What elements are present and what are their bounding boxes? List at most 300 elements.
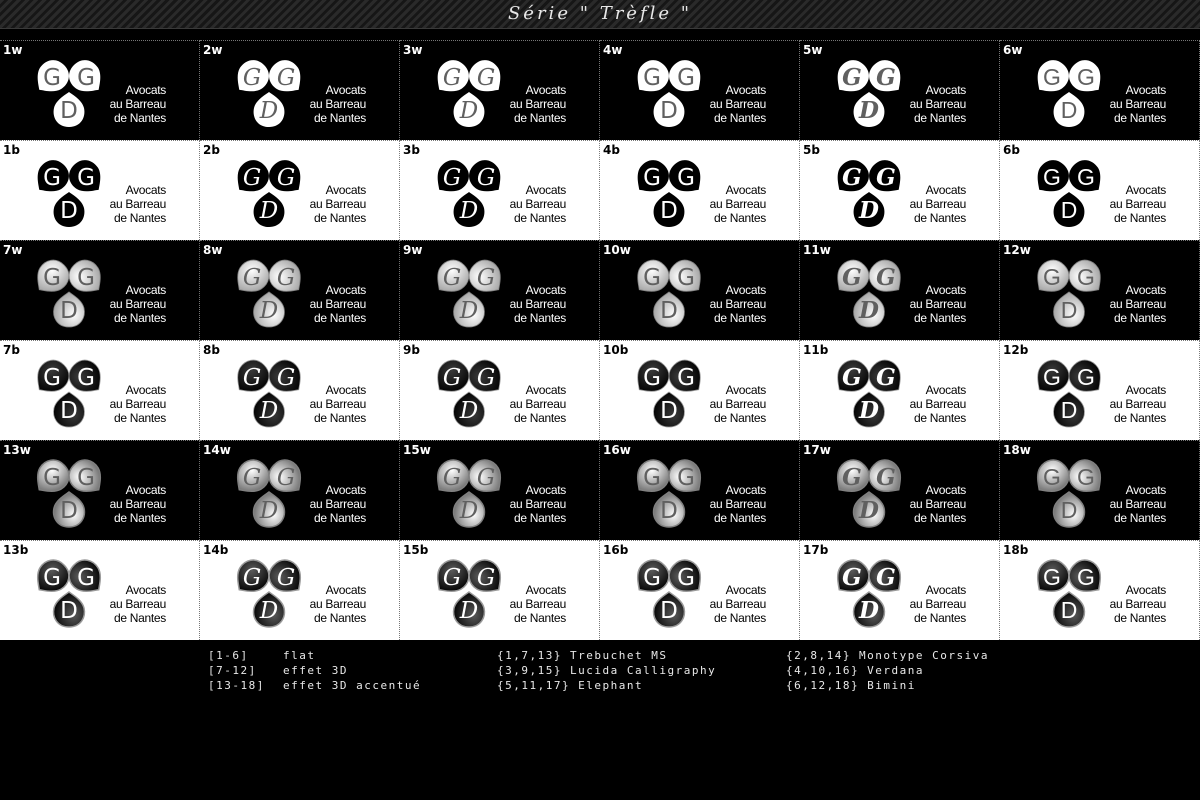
legend-value: Bimini — [867, 679, 916, 692]
trefoil-letter: G — [276, 565, 296, 591]
variant-label: 16w — [603, 443, 631, 457]
variant-cell — [400, 240, 600, 340]
wordmark-line: Avocats — [725, 483, 766, 497]
trefoil-letter: G — [442, 365, 462, 391]
legend-key: {4,10,16} — [786, 664, 860, 677]
trefoil-letter: G — [876, 564, 896, 591]
legend-key: {1,7,13} — [497, 649, 562, 662]
trefoil-letter: G — [43, 565, 61, 591]
variant-label: 6w — [1003, 43, 1023, 57]
wordmark-line: au Barreau — [109, 297, 166, 311]
wordmark-line: au Barreau — [709, 197, 766, 211]
trefoil-letter: D — [259, 398, 279, 424]
logo-wordmark — [1098, 583, 1166, 625]
variant-label: 17w — [803, 443, 831, 457]
variant-cell — [200, 540, 400, 640]
wordmark-line: Avocats — [925, 83, 966, 97]
trefoil-letter: D — [660, 398, 678, 424]
logo-wordmark — [1098, 283, 1166, 325]
logo-wordmark — [1098, 483, 1166, 525]
variant-label: 14w — [203, 443, 231, 457]
trefoil-letter: G — [77, 165, 95, 191]
legend-key: [7-12] — [208, 664, 257, 677]
wordmark-line: au Barreau — [709, 297, 766, 311]
variant-cell — [1000, 40, 1200, 140]
wordmark-line: Avocats — [725, 383, 766, 397]
trefoil-letter: G — [677, 565, 695, 591]
wordmark-line: au Barreau — [109, 597, 166, 611]
trefoil-letter: D — [660, 198, 678, 224]
wordmark-line: au Barreau — [509, 397, 566, 411]
variant-label: 10w — [603, 243, 631, 257]
legend-row — [786, 663, 989, 678]
trefoil-letter: G — [43, 465, 61, 491]
logo-wordmark — [298, 483, 366, 525]
trefoil-letter: G — [242, 365, 262, 391]
trefoil-letter: G — [242, 65, 262, 91]
variant-label: 15b — [403, 543, 429, 557]
wordmark-line: au Barreau — [1109, 297, 1166, 311]
wordmark-line: de Nantes — [113, 411, 166, 425]
wordmark-line: de Nantes — [713, 511, 766, 525]
trefoil-letter: G — [476, 165, 496, 191]
wordmark-line: Avocats — [1125, 583, 1166, 597]
trefoil-letter: D — [1060, 497, 1078, 523]
trefoil-letter: G — [1043, 164, 1061, 190]
trefoil-letter: G — [242, 465, 262, 491]
trefoil-letter: G — [876, 464, 896, 491]
variant-cell — [400, 540, 600, 640]
variant-cell — [1000, 140, 1200, 240]
trefoil-letter: G — [842, 364, 862, 391]
wordmark-line: Avocats — [525, 283, 566, 297]
variant-label: 12w — [1003, 243, 1031, 257]
trefoil-letter: G — [276, 365, 296, 391]
variant-cell — [600, 440, 800, 540]
variant-cell — [1000, 340, 1200, 440]
wordmark-line: de Nantes — [513, 211, 566, 225]
trefoil-letter: G — [43, 265, 61, 291]
variant-cell — [600, 340, 800, 440]
trefoil-letter: G — [842, 264, 862, 291]
variant-label: 15w — [403, 443, 431, 457]
trefoil-letter: G — [77, 465, 95, 491]
wordmark-line: de Nantes — [513, 311, 566, 325]
wordmark-line: de Nantes — [1113, 511, 1166, 525]
variant-label: 9b — [403, 343, 420, 357]
legend-fonts-right — [786, 648, 989, 693]
wordmark-line: de Nantes — [113, 511, 166, 525]
wordmark-line: de Nantes — [1113, 411, 1166, 425]
logo-wordmark — [1098, 183, 1166, 225]
wordmark-line: de Nantes — [313, 411, 366, 425]
legend-row — [208, 678, 421, 693]
wordmark-line: au Barreau — [309, 497, 366, 511]
legend-fonts-left — [497, 648, 716, 693]
trefoil-letter: G — [643, 65, 661, 91]
logo-wordmark — [98, 83, 166, 125]
wordmark-line: Avocats — [525, 383, 566, 397]
wordmark-line: au Barreau — [309, 97, 366, 111]
legend-row — [497, 678, 716, 693]
wordmark-line: de Nantes — [1113, 211, 1166, 225]
wordmark-line: au Barreau — [109, 497, 166, 511]
trefoil-letter: D — [859, 497, 879, 524]
wordmark-line: au Barreau — [509, 297, 566, 311]
trefoil-letter: G — [677, 265, 695, 291]
trefoil-letter: D — [259, 298, 279, 324]
legend-key: {3,9,15} — [497, 664, 562, 677]
variant-cell — [1000, 240, 1200, 340]
trefoil-letter: G — [276, 165, 296, 191]
trefoil-letter: G — [1043, 264, 1061, 290]
trefoil-letter: D — [60, 198, 78, 224]
wordmark-line: Avocats — [325, 183, 366, 197]
wordmark-line: de Nantes — [713, 311, 766, 325]
wordmark-line: de Nantes — [313, 511, 366, 525]
wordmark-line: au Barreau — [909, 197, 966, 211]
wordmark-line: Avocats — [125, 483, 166, 497]
trefoil-letter: G — [876, 64, 896, 91]
wordmark-line: de Nantes — [113, 311, 166, 325]
variant-label: 3w — [403, 43, 423, 57]
trefoil-letter: D — [459, 198, 479, 224]
legend-value: Verdana — [867, 664, 924, 677]
variant-label: 8w — [203, 243, 223, 257]
logo-wordmark — [98, 583, 166, 625]
wordmark-line: au Barreau — [109, 397, 166, 411]
variant-cell — [600, 240, 800, 340]
wordmark-line: de Nantes — [113, 611, 166, 625]
variant-label: 10b — [603, 343, 629, 357]
trefoil-letter: G — [842, 464, 862, 491]
trefoil-letter: G — [842, 64, 862, 91]
wordmark-line: Avocats — [525, 83, 566, 97]
trefoil-letter: D — [60, 298, 78, 324]
variant-cell — [200, 340, 400, 440]
variant-label: 14b — [203, 543, 229, 557]
variant-cell — [0, 140, 200, 240]
trefoil-letter: G — [43, 165, 61, 191]
legend-key: {5,11,17} — [497, 679, 571, 692]
variant-label: 8b — [203, 343, 220, 357]
trefoil-letter: G — [77, 565, 95, 591]
wordmark-line: de Nantes — [713, 411, 766, 425]
variant-cell — [200, 240, 400, 340]
logo-wordmark — [298, 583, 366, 625]
wordmark-line: Avocats — [125, 183, 166, 197]
variant-cell — [0, 340, 200, 440]
wordmark-line: Avocats — [925, 383, 966, 397]
trefoil-letter: G — [643, 465, 661, 491]
wordmark-line: de Nantes — [313, 611, 366, 625]
wordmark-line: de Nantes — [1113, 111, 1166, 125]
variant-label: 12b — [1003, 343, 1029, 357]
trefoil-letter: G — [442, 65, 462, 91]
trefoil-letter: G — [242, 165, 262, 191]
trefoil-letter: D — [60, 98, 78, 124]
wordmark-line: au Barreau — [1109, 197, 1166, 211]
variant-label: 7w — [3, 243, 23, 257]
trefoil-letter: G — [442, 565, 462, 591]
wordmark-line: au Barreau — [509, 597, 566, 611]
variant-label: 5b — [803, 143, 820, 157]
variant-label: 4b — [603, 143, 620, 157]
legend-value: flat — [283, 649, 316, 662]
legend-row — [208, 648, 421, 663]
trefoil-letter: G — [476, 265, 496, 291]
logo-wordmark — [298, 383, 366, 425]
wordmark-line: de Nantes — [1113, 611, 1166, 625]
wordmark-line: de Nantes — [113, 111, 166, 125]
variant-label: 13w — [3, 443, 31, 457]
variant-label: 2w — [203, 43, 223, 57]
trefoil-letter: D — [660, 598, 678, 624]
trefoil-letter: G — [1077, 264, 1095, 290]
logo-wordmark — [698, 583, 766, 625]
wordmark-line: Avocats — [925, 183, 966, 197]
trefoil-letter: D — [259, 98, 279, 124]
trefoil-letter: G — [476, 365, 496, 391]
trefoil-letter: G — [242, 565, 262, 591]
variant-cell — [800, 140, 1000, 240]
variant-cell — [800, 540, 1000, 640]
trefoil-letter: G — [876, 364, 896, 391]
trefoil-letter: G — [677, 165, 695, 191]
legend-row — [786, 648, 989, 663]
logo-wordmark — [698, 83, 766, 125]
trefoil-letter: G — [1043, 564, 1061, 590]
trefoil-letter: G — [442, 465, 462, 491]
wordmark-line: Avocats — [525, 583, 566, 597]
variant-label: 7b — [3, 343, 20, 357]
legend-effects — [208, 648, 421, 693]
variant-label: 9w — [403, 243, 423, 257]
trefoil-letter: G — [842, 564, 862, 591]
wordmark-line: de Nantes — [713, 211, 766, 225]
wordmark-line: Avocats — [1125, 283, 1166, 297]
legend-key: {6,12,18} — [786, 679, 860, 692]
logo-wordmark — [1098, 83, 1166, 125]
wordmark-line: Avocats — [125, 83, 166, 97]
wordmark-line: au Barreau — [1109, 97, 1166, 111]
wordmark-line: au Barreau — [709, 397, 766, 411]
legend-key: [1-6] — [208, 649, 249, 662]
trefoil-letter: D — [459, 98, 479, 124]
logo-wordmark — [498, 83, 566, 125]
wordmark-line: au Barreau — [709, 497, 766, 511]
trefoil-letter: G — [876, 164, 896, 191]
wordmark-line: de Nantes — [113, 211, 166, 225]
wordmark-line: au Barreau — [109, 197, 166, 211]
trefoil-letter: D — [60, 598, 78, 624]
trefoil-letter: D — [60, 498, 78, 524]
variant-label: 13b — [3, 543, 29, 557]
variant-cell — [800, 40, 1000, 140]
wordmark-line: au Barreau — [109, 97, 166, 111]
wordmark-line: Avocats — [525, 483, 566, 497]
wordmark-line: Avocats — [325, 583, 366, 597]
trefoil-letter: G — [43, 65, 61, 91]
logo-wordmark — [498, 483, 566, 525]
variant-label: 2b — [203, 143, 220, 157]
trefoil-letter: D — [859, 97, 879, 124]
wordmark-line: au Barreau — [509, 197, 566, 211]
wordmark-line: Avocats — [325, 283, 366, 297]
wordmark-line: de Nantes — [313, 111, 366, 125]
wordmark-line: de Nantes — [913, 411, 966, 425]
variant-cell — [400, 340, 600, 440]
wordmark-line: de Nantes — [713, 111, 766, 125]
logo-wordmark — [298, 283, 366, 325]
wordmark-line: de Nantes — [313, 211, 366, 225]
wordmark-line: au Barreau — [909, 297, 966, 311]
trefoil-letter: G — [677, 365, 695, 391]
trefoil-letter: G — [476, 465, 496, 491]
trefoil-letter: G — [677, 465, 695, 491]
variant-cell — [200, 40, 400, 140]
variant-label: 5w — [803, 43, 823, 57]
variant-label: 1b — [3, 143, 20, 157]
variant-cell — [600, 140, 800, 240]
wordmark-line: Avocats — [125, 383, 166, 397]
variant-label: 3b — [403, 143, 420, 157]
wordmark-line: de Nantes — [913, 211, 966, 225]
trefoil-letter: D — [660, 98, 678, 124]
variant-cell — [1000, 440, 1200, 540]
wordmark-line: Avocats — [925, 583, 966, 597]
trefoil-letter: D — [459, 298, 479, 324]
trefoil-letter: G — [77, 65, 95, 91]
wordmark-line: au Barreau — [1109, 497, 1166, 511]
wordmark-line: Avocats — [925, 283, 966, 297]
trefoil-letter: D — [859, 397, 879, 424]
variant-label: 18w — [1003, 443, 1031, 457]
wordmark-line: au Barreau — [709, 97, 766, 111]
trefoil-letter: G — [677, 65, 695, 91]
header-bar — [0, 0, 1200, 29]
wordmark-line: au Barreau — [909, 597, 966, 611]
wordmark-line: de Nantes — [913, 311, 966, 325]
logo-wordmark — [898, 83, 966, 125]
trefoil-letter: D — [459, 398, 479, 424]
logo-wordmark — [98, 483, 166, 525]
trefoil-letter: D — [259, 498, 279, 524]
wordmark-line: au Barreau — [909, 97, 966, 111]
legend-row — [208, 663, 421, 678]
trefoil-letter: G — [643, 165, 661, 191]
wordmark-line: Avocats — [1125, 83, 1166, 97]
variant-cell — [0, 540, 200, 640]
trefoil-letter: G — [276, 465, 296, 491]
legend-value: effet 3D — [283, 664, 348, 677]
wordmark-line: de Nantes — [913, 611, 966, 625]
logo-wordmark — [1098, 383, 1166, 425]
wordmark-line: de Nantes — [513, 411, 566, 425]
logo-wordmark — [898, 583, 966, 625]
wordmark-line: Avocats — [325, 83, 366, 97]
trefoil-letter: D — [459, 598, 479, 624]
trefoil-letter: G — [1077, 64, 1095, 90]
variant-cell — [0, 240, 200, 340]
trefoil-letter: G — [476, 565, 496, 591]
logo-wordmark — [898, 483, 966, 525]
logo-wordmark — [298, 83, 366, 125]
legend-row — [497, 648, 716, 663]
legend-value: Lucida Calligraphy — [569, 664, 717, 677]
trefoil-letter: G — [643, 565, 661, 591]
variant-cell — [600, 40, 800, 140]
variant-cell — [600, 540, 800, 640]
trefoil-letter: D — [859, 597, 879, 624]
wordmark-line: au Barreau — [509, 97, 566, 111]
page-title: Série " Trèfle " — [507, 3, 693, 24]
logo-wordmark — [698, 483, 766, 525]
wordmark-line: Avocats — [1125, 183, 1166, 197]
trefoil-letter: G — [442, 265, 462, 291]
logo-wordmark — [898, 283, 966, 325]
logo-wordmark — [898, 383, 966, 425]
wordmark-line: Avocats — [325, 483, 366, 497]
variant-label: 1w — [3, 43, 23, 57]
trefoil-letter: G — [1077, 464, 1095, 490]
wordmark-line: Avocats — [1125, 383, 1166, 397]
wordmark-line: Avocats — [125, 583, 166, 597]
wordmark-line: Avocats — [725, 183, 766, 197]
trefoil-letter: G — [876, 264, 896, 291]
trefoil-letter: G — [77, 265, 95, 291]
logo-wordmark — [698, 383, 766, 425]
trefoil-letter: D — [660, 298, 678, 324]
variant-label: 16b — [603, 543, 629, 557]
variant-label: 11b — [803, 343, 829, 357]
legend-row — [786, 678, 989, 693]
variant-cell — [0, 40, 200, 140]
trefoil-letter: G — [276, 65, 296, 91]
logo-wordmark — [498, 183, 566, 225]
wordmark-line: au Barreau — [509, 497, 566, 511]
trefoil-letter: D — [259, 198, 279, 224]
trefoil-letter: G — [442, 165, 462, 191]
variant-cell — [400, 440, 600, 540]
variant-cell — [0, 440, 200, 540]
legend-key: [13-18] — [208, 679, 265, 692]
wordmark-line: de Nantes — [513, 611, 566, 625]
wordmark-line: de Nantes — [713, 611, 766, 625]
legend-value: Monotype Corsiva — [858, 649, 989, 662]
variant-cell — [400, 140, 600, 240]
logo-wordmark — [98, 383, 166, 425]
trefoil-letter: G — [1043, 364, 1061, 390]
logo-wordmark — [98, 183, 166, 225]
trefoil-letter: G — [1043, 464, 1061, 490]
variant-label: 4w — [603, 43, 623, 57]
trefoil-letter: D — [1060, 297, 1078, 323]
variant-cell — [400, 40, 600, 140]
logo-wordmark — [98, 283, 166, 325]
wordmark-line: au Barreau — [309, 397, 366, 411]
trefoil-letter: D — [859, 197, 879, 224]
trefoil-letter: D — [1060, 197, 1078, 223]
variant-label: 18b — [1003, 543, 1029, 557]
wordmark-line: Avocats — [925, 483, 966, 497]
wordmark-line: de Nantes — [313, 311, 366, 325]
legend-value: Elephant — [578, 679, 644, 692]
wordmark-line: au Barreau — [909, 397, 966, 411]
trefoil-letter: G — [643, 265, 661, 291]
variant-label: 11w — [803, 243, 831, 257]
trefoil-letter: D — [459, 498, 479, 524]
